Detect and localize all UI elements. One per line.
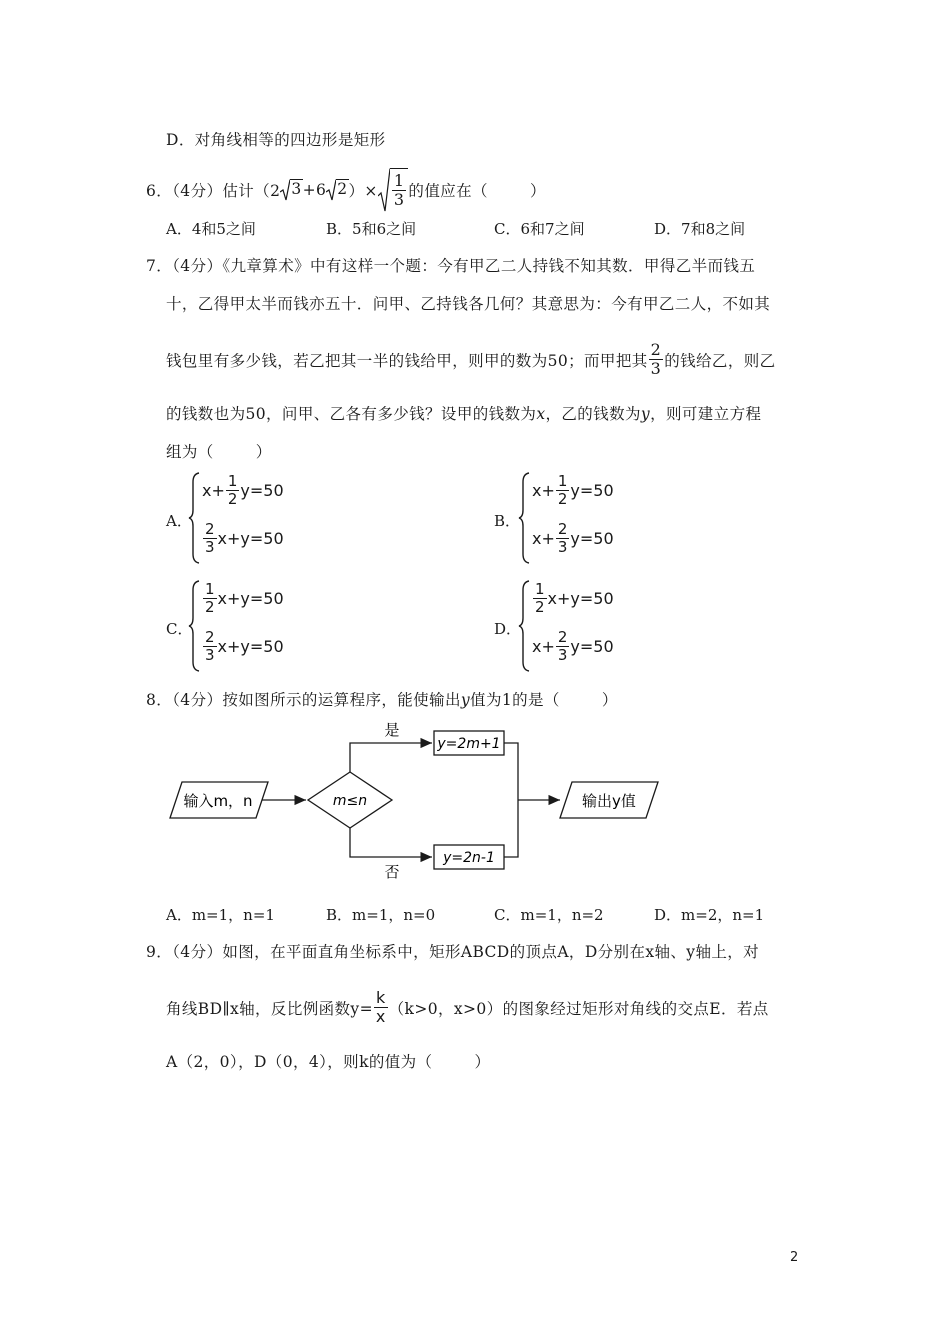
q7-line-4: 的钱数也为50，问甲、乙各有多少钱？设甲的钱数为x，乙的钱数为y，则可建立方程 bbox=[166, 405, 762, 423]
q7-line-1: 7．（4分）《九章算术》中有这样一个题：今有甲乙二人持钱不知其数．甲得乙半而钱五 bbox=[146, 257, 756, 275]
input-label: 输入m，n bbox=[183, 792, 253, 810]
q9-line-1: 9．（4分）如图，在平面直角坐标系中，矩形ABCD的顶点A，D分别在x轴、y轴上，对 bbox=[146, 943, 760, 961]
arrow-no-branch bbox=[350, 828, 432, 857]
q8-stem: 8．（4分）按如图所示的运算程序，能使输出y值为1的是（ ） bbox=[146, 691, 618, 709]
q7-option-b-label: B． bbox=[494, 512, 521, 530]
page-number: 2 bbox=[790, 1250, 799, 1265]
left-brace-icon bbox=[188, 580, 200, 672]
q6-option-d: D．7和8之间 bbox=[654, 220, 746, 238]
left-brace-icon bbox=[518, 580, 530, 672]
fraction-k-over-x: $\frac{k}{x}$ bbox=[375, 988, 386, 1026]
q9-line-3: A（2，0），D（0，4），则k的值为（ ） bbox=[166, 1053, 491, 1071]
condition-label: m≤n bbox=[332, 793, 368, 809]
output-label: 输出y值 bbox=[582, 792, 636, 810]
q7-line-3: 钱包里有多少钱，若乙把其一半的钱给甲，则甲的数为50；而甲把其 $\frac{2}{3}$ 的钱给乙，则乙 bbox=[166, 340, 776, 378]
no-label: 否 bbox=[384, 863, 400, 881]
q6-option-a: A．4和5之间 bbox=[166, 220, 256, 238]
q8-option-a: A．m=1，n=1 bbox=[166, 906, 275, 924]
q5-option-d: D．对角线相等的四边形是矩形 bbox=[166, 131, 386, 149]
q6-option-b: B．5和6之间 bbox=[326, 220, 417, 238]
sqrt-2: 2 bbox=[326, 179, 348, 201]
left-brace-icon bbox=[188, 472, 200, 564]
q6-prefix: 6．（4分）估计（2 bbox=[146, 182, 281, 200]
q6-option-c: C．6和7之间 bbox=[494, 220, 585, 238]
q6-stem: 6．（4分）估计（2 3 +6 2 ）× $\frac{1}{3}$ 的值应在（ ） bbox=[146, 168, 546, 212]
merge-line bbox=[504, 743, 518, 857]
q7-line-2: 十，乙得甲太半而钱亦五十．问甲、乙持钱各几何？其意思为：今有甲乙二人，不如其 bbox=[166, 295, 771, 313]
sqrt-3: 3 bbox=[280, 179, 302, 201]
q9-line-2: 角线BD∥x轴，反比例函数y= $\frac{k}{x}$ （k>0，x>0）的图象经过矩形对角线的交点E．若点 bbox=[166, 988, 769, 1026]
q8-option-d: D．m=2，n=1 bbox=[654, 906, 765, 924]
sqrt-one-third bbox=[378, 168, 409, 212]
q7-option-d-label: D． bbox=[494, 620, 522, 638]
fraction-one-third: $\frac{1}{3}$ bbox=[393, 171, 405, 209]
left-brace-icon bbox=[518, 472, 530, 564]
q8-option-b: B．m=1，n=0 bbox=[326, 906, 436, 924]
arrow-yes-branch bbox=[350, 743, 432, 772]
q7-line-5: 组为（ ） bbox=[166, 443, 272, 461]
bottom-formula: y=2n-1 bbox=[443, 850, 495, 866]
q7-option-a-label: A． bbox=[166, 512, 192, 530]
fraction-two-thirds: $\frac{2}{3}$ bbox=[650, 340, 662, 378]
yes-label: 是 bbox=[384, 721, 400, 739]
top-formula: y=2m+1 bbox=[437, 736, 501, 752]
q7-option-c-label: C． bbox=[166, 620, 193, 638]
q8-option-c: C．m=1，n=2 bbox=[494, 906, 604, 924]
flowchart bbox=[160, 715, 680, 890]
